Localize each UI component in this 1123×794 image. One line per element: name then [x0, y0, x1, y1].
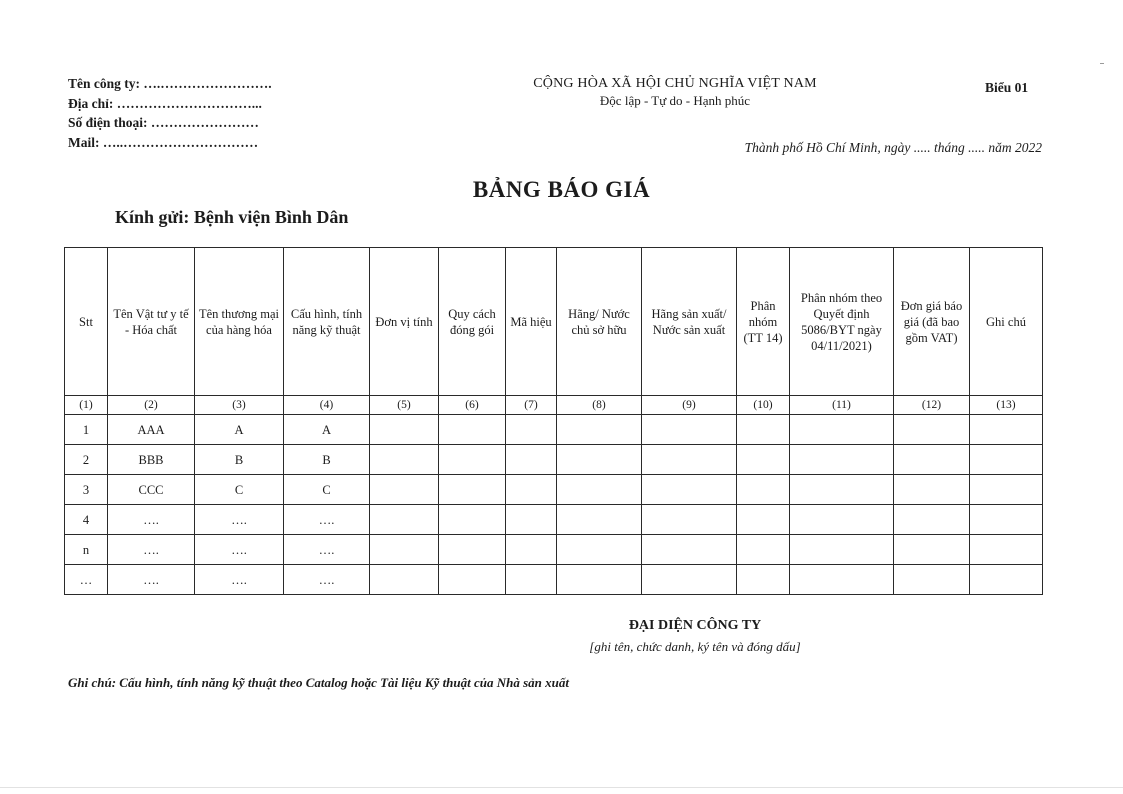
table-cell: …. [108, 535, 195, 565]
table-cell [894, 475, 970, 505]
table-cell: 3 [65, 475, 108, 505]
table-cell [370, 565, 439, 595]
form-code: Biểu 01 [985, 80, 1029, 95]
national-title: CỘNG HÒA XÃ HỘI CHỦ NGHĨA VIỆT NAM [533, 76, 817, 91]
table-cell [506, 535, 557, 565]
table-cell: …. [284, 535, 370, 565]
table-cell [370, 535, 439, 565]
column-number-cell: (6) [439, 396, 506, 415]
column-number-cell: (9) [642, 396, 737, 415]
header-cell: Phân nhóm theo Quyết định 5086/BYT ngày 04/11/2021) [790, 248, 894, 396]
table-cell [557, 475, 642, 505]
table-cell [557, 505, 642, 535]
representative-instruction: [ghi tên, chức danh, ký tên và đóng dấu] [589, 639, 801, 654]
table-cell [737, 445, 790, 475]
table-cell: 4 [65, 505, 108, 535]
table-cell [790, 475, 894, 505]
table-cell [557, 535, 642, 565]
column-number-cell: (11) [790, 396, 894, 415]
company-info [68, 74, 272, 152]
column-number-cell: (4) [284, 396, 370, 415]
table-cell [642, 445, 737, 475]
table-cell [790, 445, 894, 475]
table-cell [790, 535, 894, 565]
header-cell: Đơn vị tính [370, 248, 439, 396]
table-cell: …. [284, 565, 370, 595]
header-cell: Hãng/ Nước chủ sở hữu [557, 248, 642, 396]
table-cell [439, 535, 506, 565]
table-cell: CCC [108, 475, 195, 505]
header-cell: Đơn giá báo giá (đã bao gồm VAT) [894, 248, 970, 396]
header-cell: Stt [65, 248, 108, 396]
table-cell [506, 475, 557, 505]
column-number-cell: (8) [557, 396, 642, 415]
table-cell: A [284, 415, 370, 445]
column-number-cell: (5) [370, 396, 439, 415]
table-cell [439, 505, 506, 535]
table-cell [737, 535, 790, 565]
national-motto: Độc lập - Tự do - Hạnh phúc [599, 93, 751, 108]
table-cell [970, 565, 1043, 595]
column-number-cell: (12) [894, 396, 970, 415]
table-cell: …. [284, 505, 370, 535]
table-cell [439, 415, 506, 445]
header-cell: Quy cách đóng gói [439, 248, 506, 396]
table-cell [642, 475, 737, 505]
table-cell: 1 [65, 415, 108, 445]
table-cell [439, 565, 506, 595]
table-cell [790, 565, 894, 595]
table-cell: …. [195, 535, 284, 565]
table-cell [506, 415, 557, 445]
table-cell [737, 505, 790, 535]
column-number-cell: (1) [65, 396, 108, 415]
table-row [65, 415, 1043, 445]
table-cell: …. [108, 505, 195, 535]
table-cell: AAA [108, 415, 195, 445]
header-cell: Cấu hình, tính năng kỹ thuật [284, 248, 370, 396]
table-cell [642, 415, 737, 445]
table-cell [557, 445, 642, 475]
table-cell [894, 565, 970, 595]
footnote: Ghi chú: Cấu hình, tính năng kỹ thuật theo Catalog hoặc Tài liệu Kỹ thuật của Nhà sản xuất [68, 675, 569, 690]
column-number-cell: (10) [737, 396, 790, 415]
table-cell [642, 565, 737, 595]
table-cell [790, 505, 894, 535]
table-cell: C [284, 475, 370, 505]
table-cell [557, 565, 642, 595]
national-header [440, 76, 910, 109]
table-cell: C [195, 475, 284, 505]
table-cell [894, 415, 970, 445]
table-cell [894, 445, 970, 475]
header-cell: Tên thương mại của hàng hóa [195, 248, 284, 396]
table-row [65, 445, 1043, 475]
header-row [65, 248, 1043, 396]
table-cell: …. [108, 565, 195, 595]
company-phone-line: Số điện thoại: …………………… [68, 115, 259, 130]
table-cell [506, 505, 557, 535]
representative-title: ĐẠI DIỆN CÔNG TY [628, 618, 762, 633]
table-cell [439, 445, 506, 475]
table-cell: …. [195, 505, 284, 535]
table-row [65, 505, 1043, 535]
table-cell: B [195, 445, 284, 475]
header-cell: Mã hiệu [506, 248, 557, 396]
column-number-cell: (3) [195, 396, 284, 415]
table-cell [970, 535, 1043, 565]
table-cell [970, 445, 1043, 475]
table-cell [790, 415, 894, 445]
table-cell [439, 475, 506, 505]
table-cell [370, 445, 439, 475]
table-cell [506, 565, 557, 595]
table-cell [894, 505, 970, 535]
table-cell [506, 445, 557, 475]
table-cell: B [284, 445, 370, 475]
header-cell: Phân nhóm (TT 14) [737, 248, 790, 396]
table-cell [642, 535, 737, 565]
document-title: BẢNG BÁO GIÁ [472, 177, 651, 202]
header-cell: Tên Vật tư y tế - Hóa chất [108, 248, 195, 396]
column-number-cell: (2) [108, 396, 195, 415]
table-cell [557, 415, 642, 445]
table-cell: … [65, 565, 108, 595]
table-cell [737, 565, 790, 595]
table-cell: 2 [65, 445, 108, 475]
column-number-cell: (7) [506, 396, 557, 415]
quote-table-body [65, 396, 1043, 595]
table-cell: A [195, 415, 284, 445]
table-cell: …. [195, 565, 284, 595]
table-cell [970, 415, 1043, 445]
table-cell [737, 415, 790, 445]
scan-edge-line [0, 787, 1123, 788]
quote-table [64, 247, 1043, 595]
table-row [65, 535, 1043, 565]
table-cell [970, 475, 1043, 505]
table-cell [737, 475, 790, 505]
header-cell: Ghi chú [970, 248, 1043, 396]
table-cell [894, 535, 970, 565]
header-cell: Hãng sản xuất/ Nước sản xuất [642, 248, 737, 396]
recipient: Kính gửi: Bệnh viện Bình Dân [115, 207, 349, 227]
company-mail-line: Mail: …..………………………… [68, 134, 259, 150]
company-address-line: Địa chỉ: …………………………... [68, 95, 262, 111]
table-cell: n [65, 535, 108, 565]
place-date: Thành phố Hồ Chí Minh, ngày ..... tháng ..... năm 2022 [744, 140, 1042, 155]
table-cell [370, 475, 439, 505]
company-name-line: Tên công ty: ….……………………. [68, 76, 272, 91]
table-cell: BBB [108, 445, 195, 475]
scan-edge-mark [1100, 63, 1104, 64]
table-cell [970, 505, 1043, 535]
column-number-row [65, 396, 1043, 415]
table-row [65, 475, 1043, 505]
column-number-cell: (13) [970, 396, 1043, 415]
table-cell [370, 505, 439, 535]
table-row [65, 565, 1043, 595]
table-cell [370, 415, 439, 445]
table-cell [642, 505, 737, 535]
